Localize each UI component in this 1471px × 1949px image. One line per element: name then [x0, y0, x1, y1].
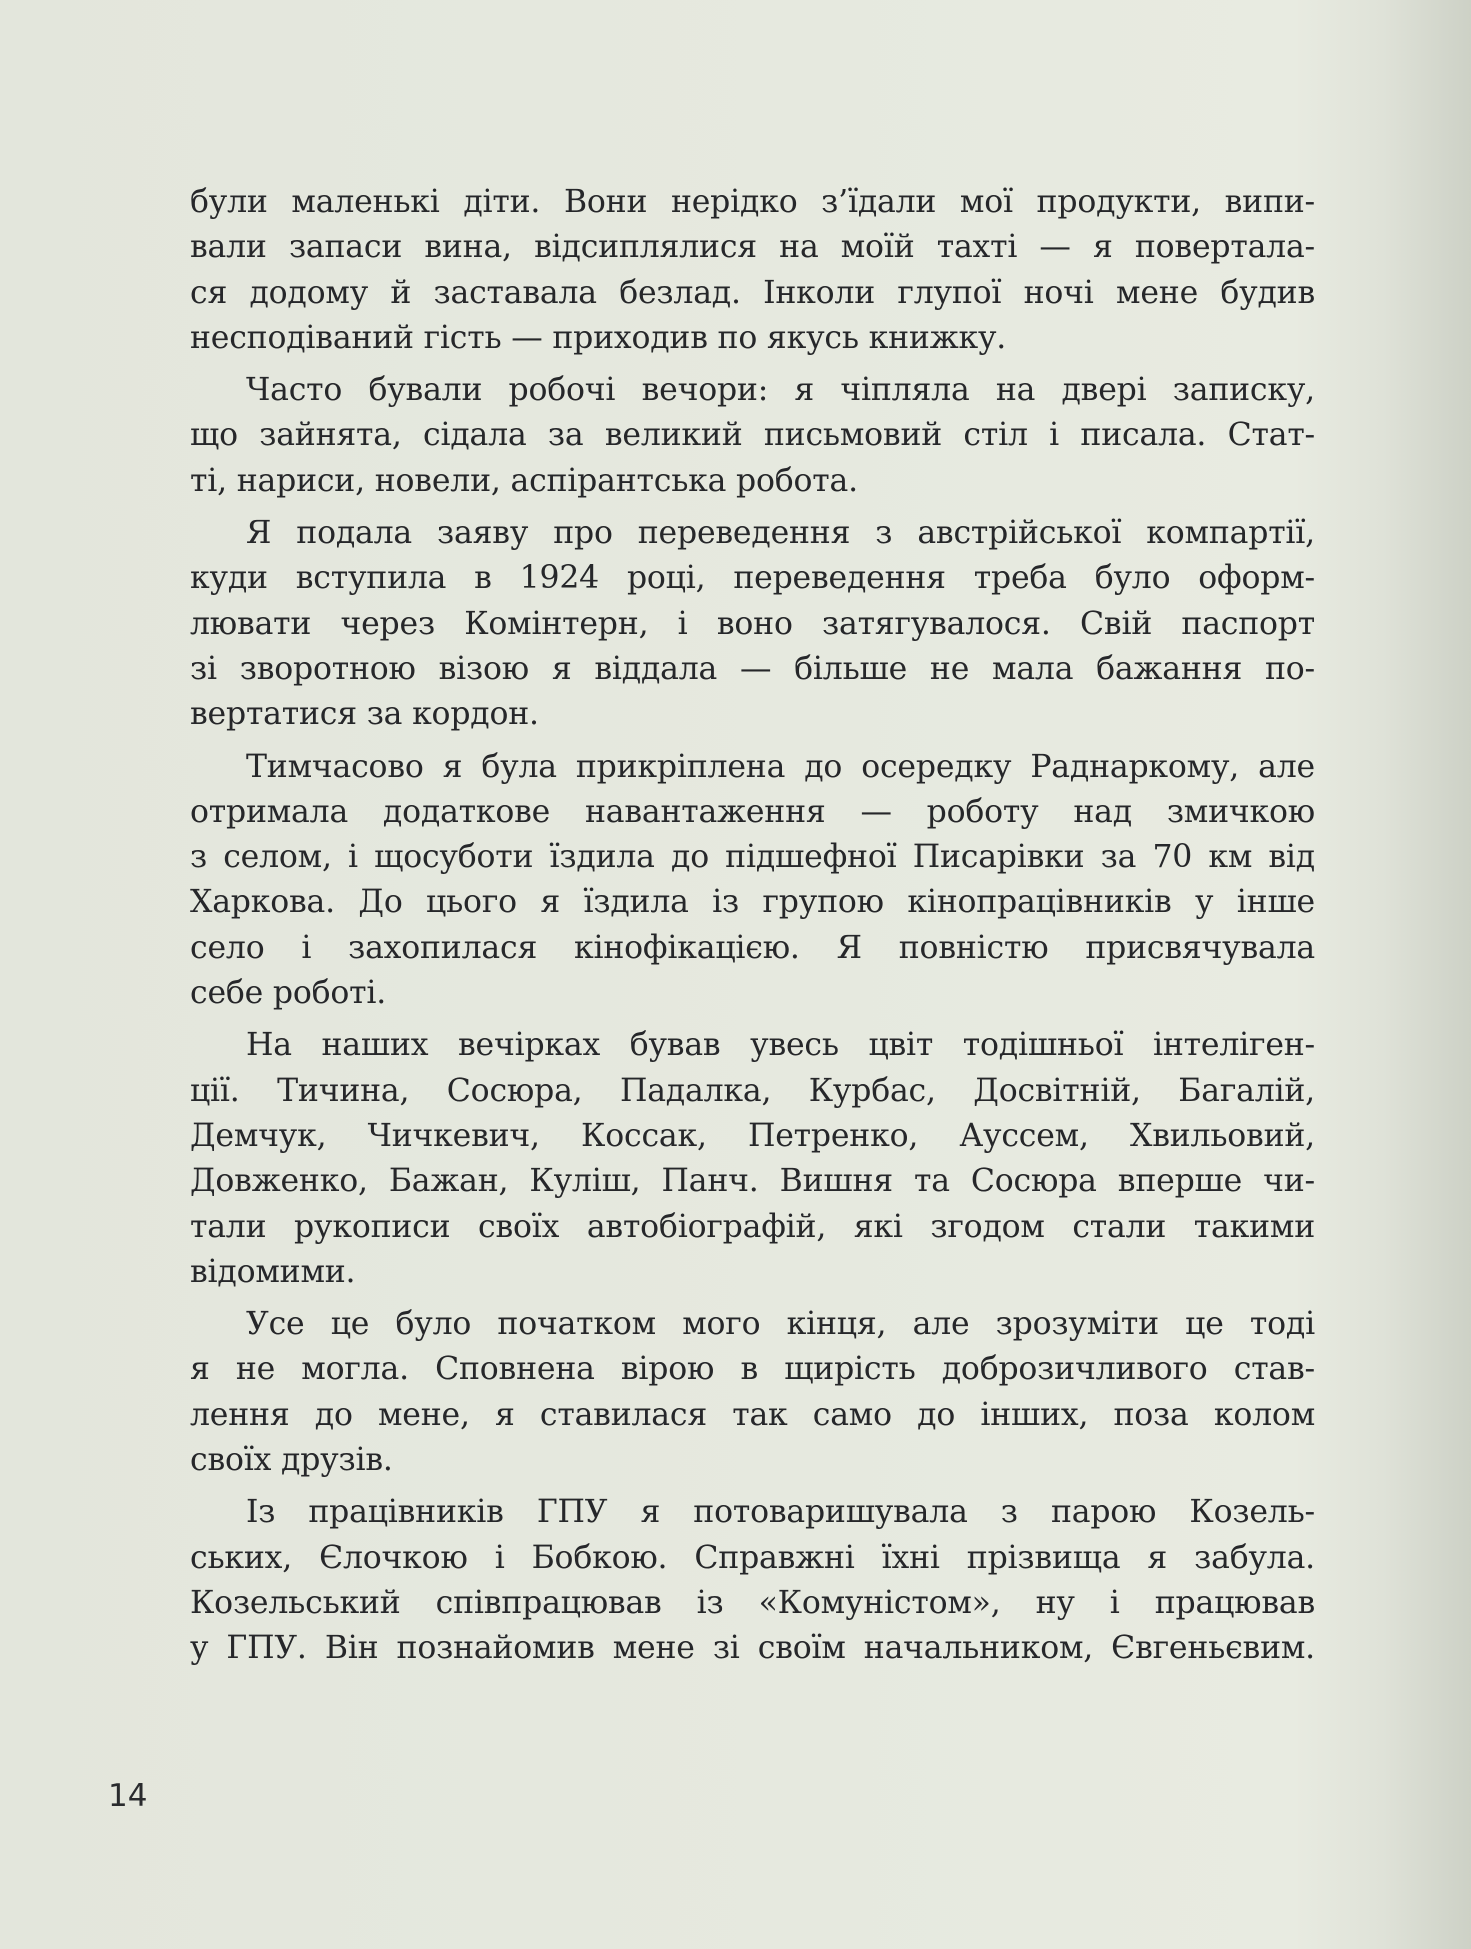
- text-line: Я подала заяву про переведення з австрійської компартії,: [246, 515, 1315, 552]
- text-line: Із працівників ГПУ я потоваришувала з парою Козель-: [246, 1494, 1315, 1531]
- text-line: Усе це було початком мого кінця, але зрозуміти це тоді: [246, 1306, 1315, 1343]
- text-line: Харкова. До цього я їздила із групою кінопрацівників у інше: [190, 884, 1315, 921]
- text-line: несподіваний гість — приходив по якусь книжку.: [190, 319, 1007, 356]
- text-line: вертатися за кордон.: [190, 696, 539, 733]
- text-line: лення до мене, я ставилася так само до інших, поза колом: [190, 1396, 1315, 1433]
- paragraph-4: [190, 745, 1315, 1017]
- text-line: що зайнята, сідала за великий письмовий стіл і писала. Стат-: [190, 417, 1315, 454]
- text-line: своїх друзів.: [190, 1442, 393, 1479]
- text-line: лювати через Комінтерн, і воно затягувалося. Свій паспорт: [190, 605, 1315, 642]
- text-line: село і захопилася кінофікацією. Я повністю присвячувала: [190, 929, 1315, 966]
- text-line: тали рукописи своїх автобіографій, які згодом стали такими: [190, 1208, 1315, 1245]
- paragraph-3: [190, 511, 1315, 737]
- text-line: ських, Єлочкою і Бобкою. Справжні їхні прізвища я забула.: [190, 1539, 1315, 1576]
- text-line: я не могла. Сповнена вірою в щирість доброзичливого став-: [190, 1351, 1315, 1388]
- paragraph-1: [190, 180, 1315, 361]
- text-line: ся додому й заставала безлад. Інколи глупої ночі мене будив: [190, 274, 1315, 311]
- text-line: відомими.: [190, 1253, 356, 1290]
- text-line: отримала додаткове навантаження — роботу над змичкою: [190, 793, 1315, 830]
- text-line: з селом, і щосуботи їздила до підшефної Писарівки за 70 км від: [190, 839, 1315, 876]
- body-text: [190, 180, 1315, 1679]
- text-line: Часто бували робочі вечори: я чіпляла на двері записку,: [246, 372, 1315, 409]
- paragraph-6: [190, 1302, 1315, 1483]
- text-line: ції. Тичина, Сосюра, Падалка, Курбас, Досвітній, Багалій,: [190, 1072, 1315, 1109]
- text-line: зі зворотною візою я віддала — більше не мала бажання по-: [190, 650, 1315, 687]
- page-number: 14: [108, 1778, 148, 1814]
- text-line: куди вступила в 1924 році, переведення треба було оформ-: [190, 560, 1315, 597]
- text-line: Тимчасово я була прикріплена до осередку Раднаркому, але: [246, 748, 1315, 785]
- text-line: були маленькі діти. Вони нерідко з’їдали мої продукти, випи-: [190, 184, 1315, 220]
- text-line: ті, нариси, новели, аспірантська робота.: [190, 462, 858, 499]
- text-line: На наших вечірках бував увесь цвіт тодішньої інтеліген-: [246, 1027, 1315, 1064]
- text-line: себе роботі.: [190, 975, 387, 1012]
- paragraph-5: [190, 1023, 1315, 1295]
- text-line: Довженко, Бажан, Куліш, Панч. Вишня та Сосюра вперше чи-: [190, 1163, 1315, 1200]
- text-line: Козельський співпрацював із «Комуністом», ну і працював: [190, 1584, 1315, 1621]
- text-line: у ГПУ. Він познайомив мене зі своїм начальником, Євгеньєвим.: [190, 1630, 1315, 1667]
- paragraph-2: [190, 368, 1315, 504]
- text-line: вали запаси вина, відсиплялися на моїй тахті — я повертала-: [190, 229, 1315, 266]
- paragraph-7: [190, 1490, 1315, 1671]
- text-line: Демчук, Чичкевич, Коссак, Петренко, Ауссем, Хвильовий,: [190, 1117, 1315, 1154]
